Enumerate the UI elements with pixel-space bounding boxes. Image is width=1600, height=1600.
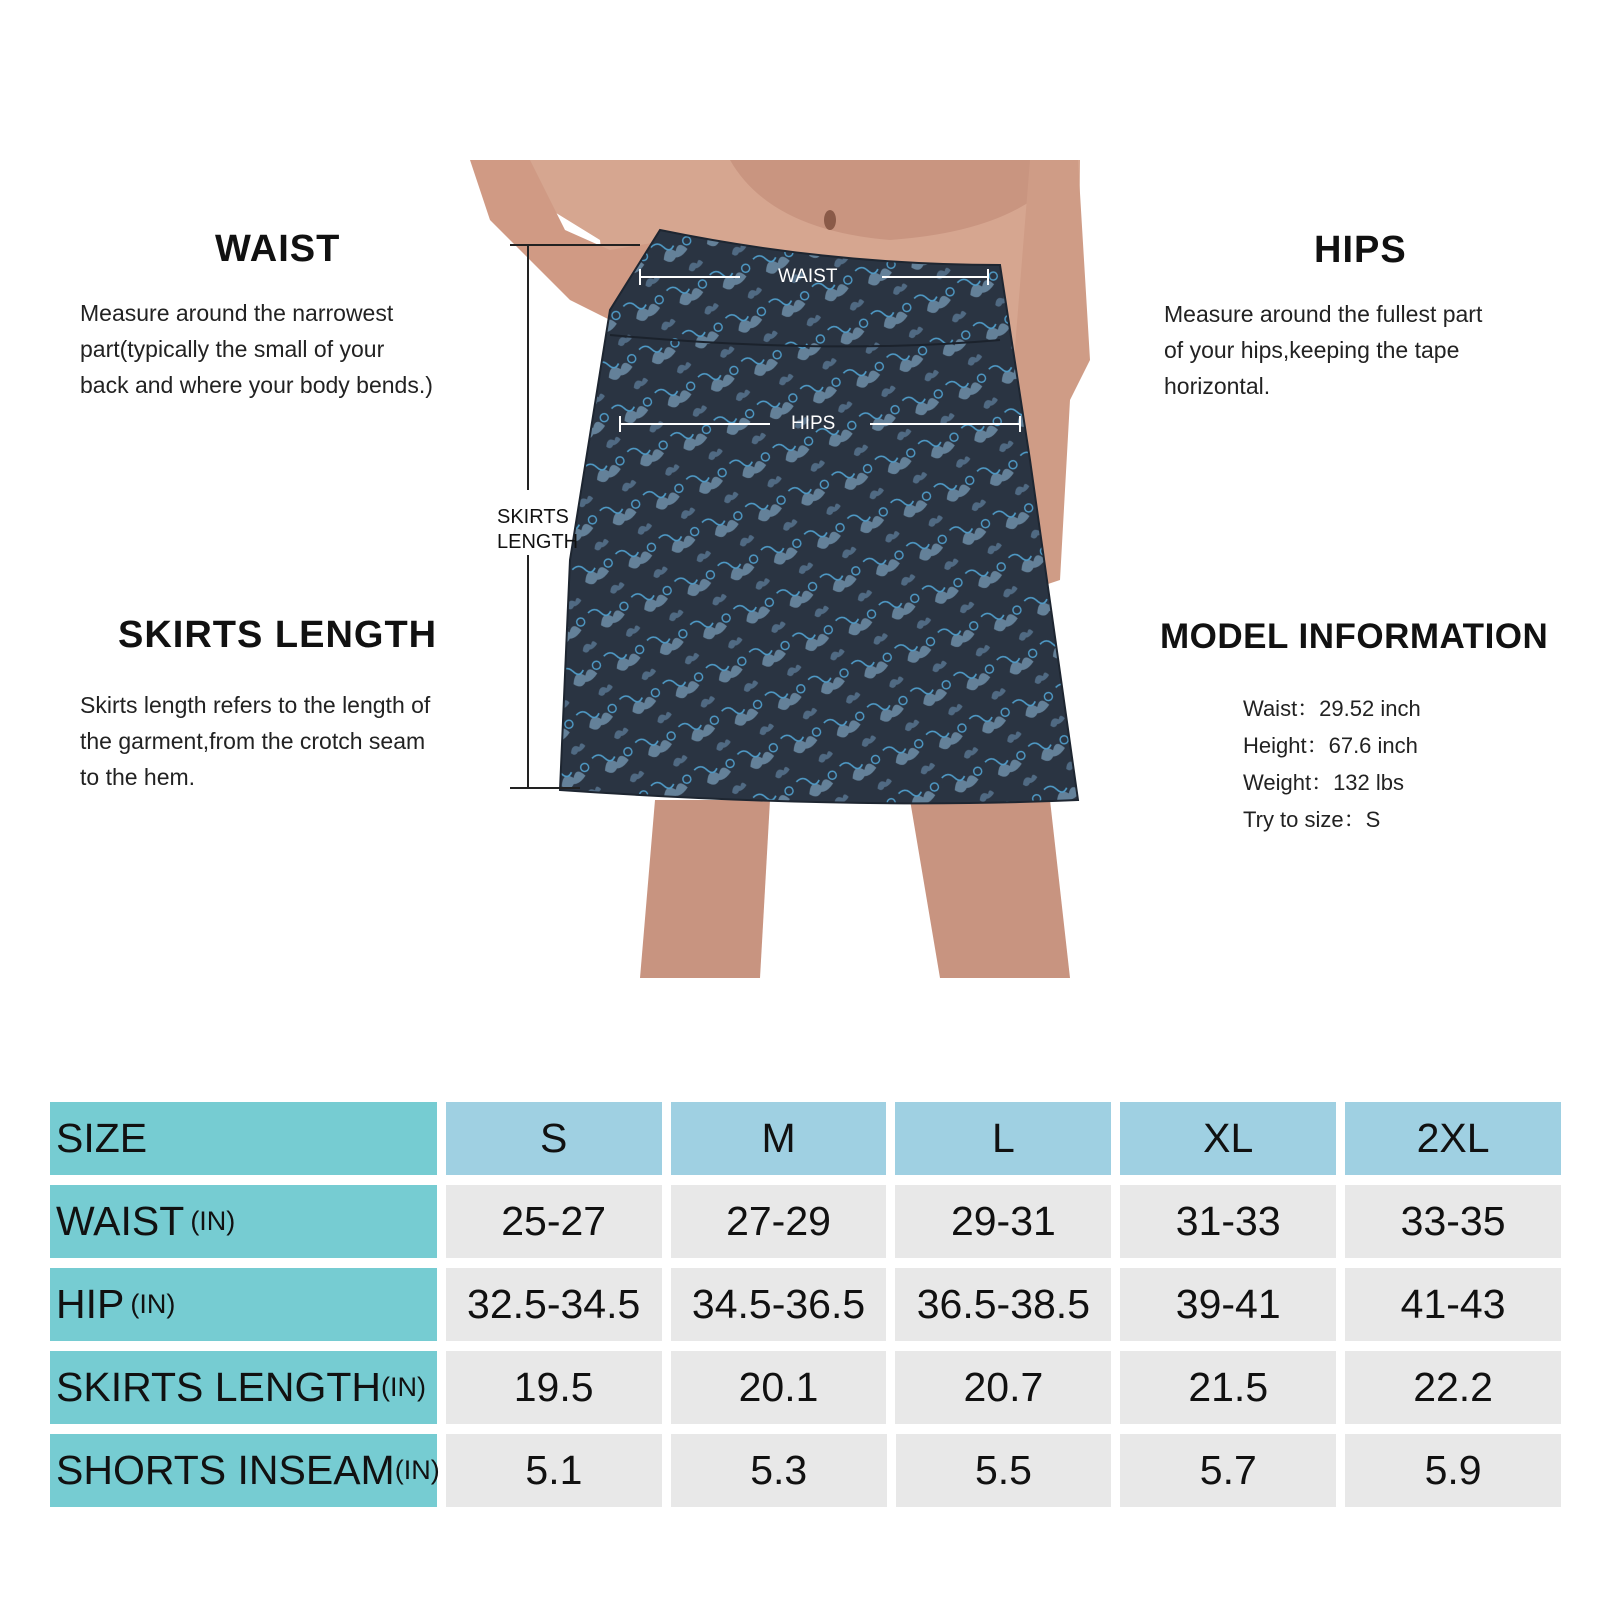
model-try-size: Try to size：S [1243,807,1381,832]
row-unit: (IN) [130,1289,176,1319]
table-cell: 34.5-36.5 [671,1268,887,1341]
skirts-length-description: Skirts length refers to the length of the garment,from the crotch seam to the hem. [80,692,431,790]
hips-heading: HIPS [1314,229,1407,271]
table-cell: 5.7 [1120,1434,1336,1507]
row-label-shorts-inseam [50,1434,440,1507]
size-header-row [50,1102,1561,1175]
waist-heading: WAIST [215,228,341,270]
size-s: S [446,1102,662,1175]
table-cell: 41-43 [1345,1268,1561,1341]
waist-description: Measure around the narrowest part(typically the small of your back and where your body bends.) [80,300,433,398]
table-cell: 20.1 [671,1351,887,1424]
size-m: M [671,1102,887,1175]
table-cell: 39-41 [1120,1268,1336,1341]
size-header-label: SIZE [50,1102,437,1175]
table-cell: 5.1 [446,1434,662,1507]
model-information-heading: MODEL INFORMATION [1160,617,1549,656]
size-l: L [895,1102,1111,1175]
skirt [560,230,1078,803]
table-cell: 33-35 [1345,1185,1561,1258]
table-cell: 29-31 [895,1185,1111,1258]
table-row-skirts-length [50,1351,1561,1424]
photo-skirts-length-label: SKIRTS LENGTH [497,506,579,553]
table-cell: 20.7 [895,1351,1111,1424]
size-chart-table [50,1102,1561,1517]
table-cell: 5.5 [896,1434,1112,1507]
photo-waist-label: WAIST [778,266,838,287]
table-cell: 25-27 [446,1185,662,1258]
size-2xl: 2XL [1345,1102,1561,1175]
row-label-text: SKIRTS LENGTH [56,1364,382,1410]
skirts-length-heading: SKIRTS LENGTH [118,614,438,656]
size-xl: XL [1120,1102,1336,1175]
table-cell: 32.5-34.5 [446,1268,662,1341]
model-waist: Waist：29.52 inch [1243,696,1421,721]
table-cell: 31-33 [1120,1185,1336,1258]
row-label-text: SHORTS INSEAM [56,1447,395,1493]
hips-description: Measure around the fullest part of your hips,keeping the tape horizontal. [1164,301,1483,399]
row-unit: (IN) [381,1372,427,1402]
table-cell: 19.5 [446,1351,662,1424]
table-cell: 21.5 [1120,1351,1336,1424]
row-label-text: HIP [56,1281,125,1327]
row-unit: (IN) [394,1455,440,1485]
table-cell: 22.2 [1345,1351,1561,1424]
photo-hips-label: HIPS [791,413,836,434]
skirt-photo [470,160,1110,978]
table-cell: 5.9 [1345,1434,1561,1507]
table-row-waist [50,1185,1561,1258]
model-information-list [1243,690,1421,838]
model-height: Height：67.6 inch [1243,733,1418,758]
left-leg [640,800,770,978]
right-leg [910,800,1070,978]
table-row-hip [50,1268,1561,1341]
table-cell: 36.5-38.5 [895,1268,1111,1341]
row-label-text: WAIST [56,1198,185,1244]
row-label-skirts-length [50,1351,437,1424]
table-row-shorts-inseam [50,1434,1561,1507]
table-cell: 27-29 [671,1185,887,1258]
row-label-waist [50,1185,437,1258]
model-weight: Weight：132 lbs [1243,770,1405,795]
row-label-hip [50,1268,437,1341]
table-cell: 5.3 [671,1434,887,1507]
row-unit: (IN) [190,1206,236,1236]
